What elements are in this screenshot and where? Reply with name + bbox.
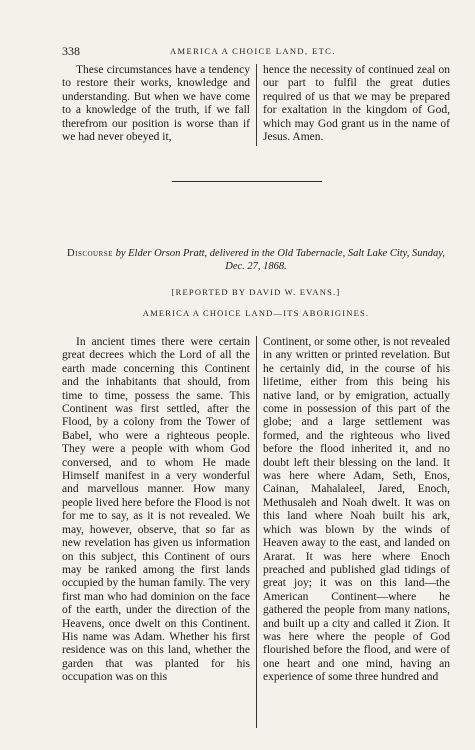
reporter-line: [REPORTED BY DAVID W. EVANS.] — [171, 287, 341, 297]
running-head: AMERICA A CHOICE LAND, ETC. — [170, 46, 336, 56]
discourse-title: by Elder Orson Pratt, delivered in the Old Tabernacle, Salt Lake City, Sunday, Dec. 27, 1868. — [115, 248, 445, 272]
top-left-column — [62, 64, 250, 144]
top-right-column — [263, 64, 450, 144]
main-left-paragraph: In ancient times there were certain great decrees which the Lord of all the earth made concerning this Continent and the inhabitants that should, from time to time, possess the same. This Continent was first settled, after the Flood, by a colony from the Tower of Babel, who were a righteous people. They were a people with whom God conversed, and to whom He made Himself manifest in a very wonderful and marvellous manner. How many people lived here before the Flood is not for me to say, as it is not revealed. We may, however, observe, that so far as new revelation has given us information on this subject, this Continent of ours may be ranked among the first lands occupied by the human family. The very first man who had dominion on the face of the earth, under the direction of the Heavens, once dwelt on this Continent. His name was Adam. Whether his first residence was on this land, whether the garden that was planted for his occupation was on this — [62, 336, 250, 684]
top-right-paragraph: hence the necessity of continued zeal on our part to fulfil the great duties required of us that we may be prepared for exaltation in the kingdom of God, which may God grant us in the name of Jesus. Amen. — [263, 64, 450, 144]
main-left-column — [62, 336, 250, 685]
top-left-paragraph: These circumstances have a tendency to restore their works, knowledge and understanding. But when we have come to a knowledge of the truth, if we fall therefrom our position is worse than if we had never obeyed it, — [62, 64, 250, 144]
page-number: 338 — [62, 44, 80, 58]
column-rule — [256, 336, 257, 728]
discourse-lead: Discourse — [67, 248, 113, 259]
main-right-column — [263, 336, 450, 685]
discourse-heading — [64, 247, 448, 273]
discourse-subtitle: AMERICA A CHOICE LAND—ITS ABORIGINES. — [142, 308, 370, 318]
column-rule — [256, 64, 257, 146]
main-right-paragraph: Continent, or some other, is not revealed in any written or printed revelation. But he certainly did, in the course of his lifetime, either from this being his native land, or by emigration, actually come in possession of this part of the globe; and a large settlement was formed, and the righteous who lived before the flood inherited it, and no doubt left their blessing on the land. It was here where Adam, Seth, Enos, Cainan, Mahalaleel, Jared, Enoch, Methusaleh and Noah dwelt. It was on this land where Noah built his ark, which was blown by the winds of Heaven away to the east, and landed on Ararat. It was here where Enoch preached and published glad tidings of great joy; it was on this land—the American Continent—where he gathered the people from many nations, and built up a city and called it Zion. It was here where the people of God flourished before the flood, and were of one heart and one mind, having an experience of some three hundred and — [263, 336, 450, 684]
section-separator — [172, 181, 322, 182]
